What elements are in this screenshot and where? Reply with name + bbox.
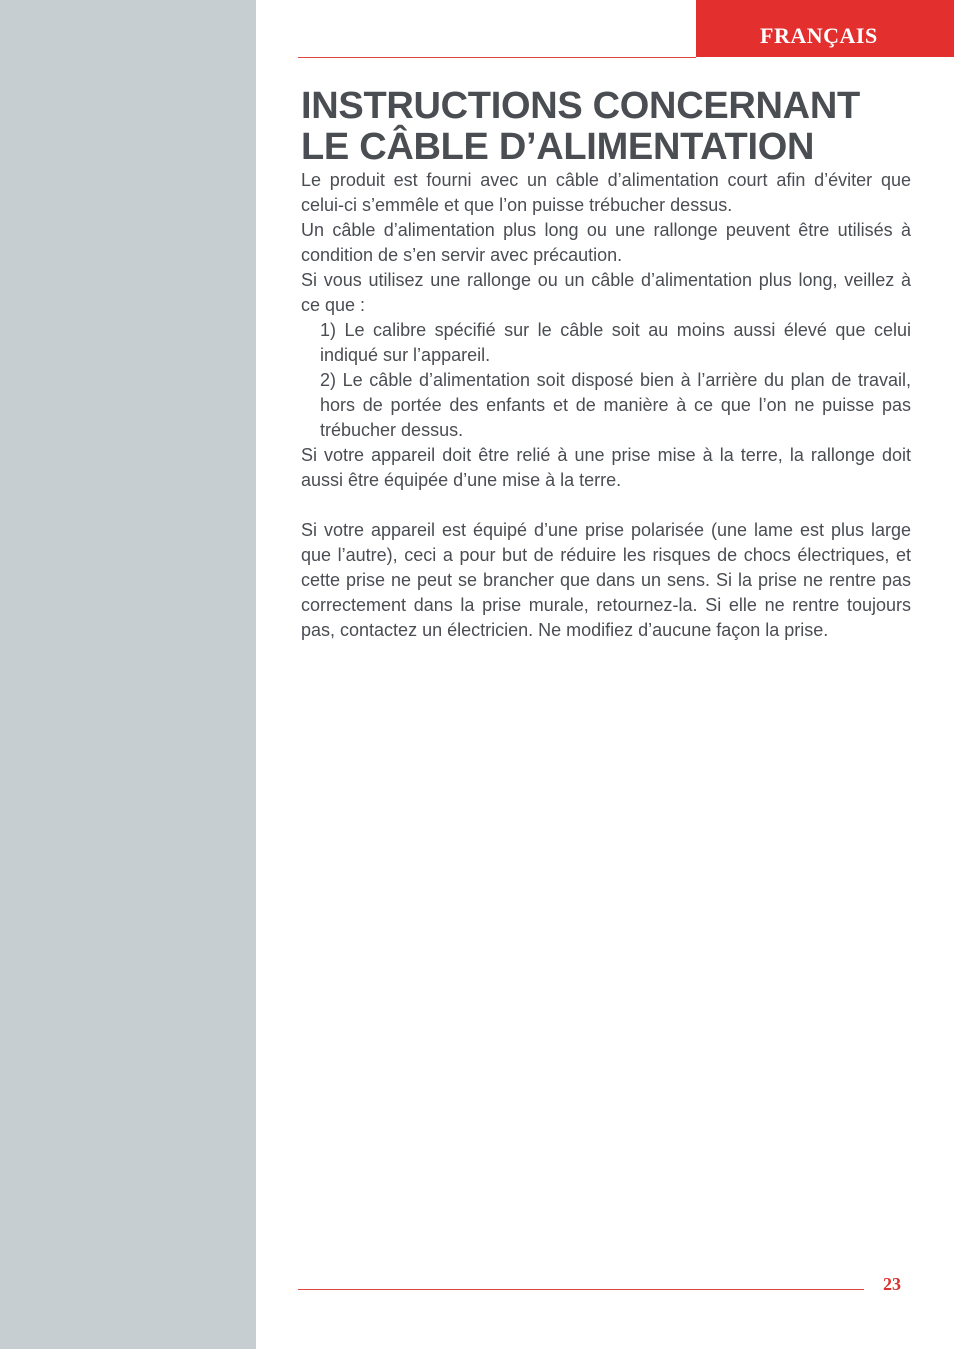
footer-rule [298, 1289, 864, 1290]
paragraph-longer-cable: Un câble d’alimentation plus long ou une rallonge peuvent être utilisés à condition de s’en servir avec précaution. [301, 220, 911, 265]
paragraph-extension-conditions: Si vous utilisez une rallonge ou un câble d’alimentation plus long, veillez à ce que : [301, 270, 911, 315]
language-tab [696, 0, 954, 57]
list-item-placement: 2) Le câble d’alimentation soit disposé bien à l’arrière du plan de travail, hors de portée des enfants et de manière à ce que l’on ne puisse pas trébucher dessus. [320, 370, 911, 440]
page-title-line-2: LE CÂBLE D’ALIMENTATION [301, 126, 815, 168]
page-title-line-1: INSTRUCTIONS CONCERNANT [301, 85, 860, 127]
language-label: FRANÇAIS [760, 23, 878, 48]
page-number: 23 [883, 1274, 901, 1294]
left-sidebar-band [0, 0, 256, 1349]
paragraph-polarized-plug: Si votre appareil est équipé d’une prise polarisée (une lame est plus large que l’autre), ceci a pour but de réduire les risques de chocs électriques, et cette prise ne peut se brancher que dans un sens. Si la prise ne rentre pas correctement dans la prise murale, retournez-la. Si elle ne rentre toujours pas, contactez un électricien. Ne modifiez d’aucune façon la prise. [301, 520, 911, 640]
main-content [301, 86, 911, 643]
paragraph-spacer [301, 493, 911, 518]
paragraph-grounding: Si votre appareil doit être relié à une prise mise à la terre, la rallonge doit aussi être équipée d’une mise à la terre. [301, 445, 911, 490]
list-item-rating: 1) Le calibre spécifié sur le câble soit au moins aussi élevé que celui indiqué sur l’appareil. [320, 320, 911, 365]
header-rule [298, 57, 696, 58]
page-title [301, 86, 911, 168]
paragraph-intro: Le produit est fourni avec un câble d’alimentation court afin d’éviter que celui-ci s’emmêle et que l’on puisse trébucher dessus. [301, 170, 911, 215]
